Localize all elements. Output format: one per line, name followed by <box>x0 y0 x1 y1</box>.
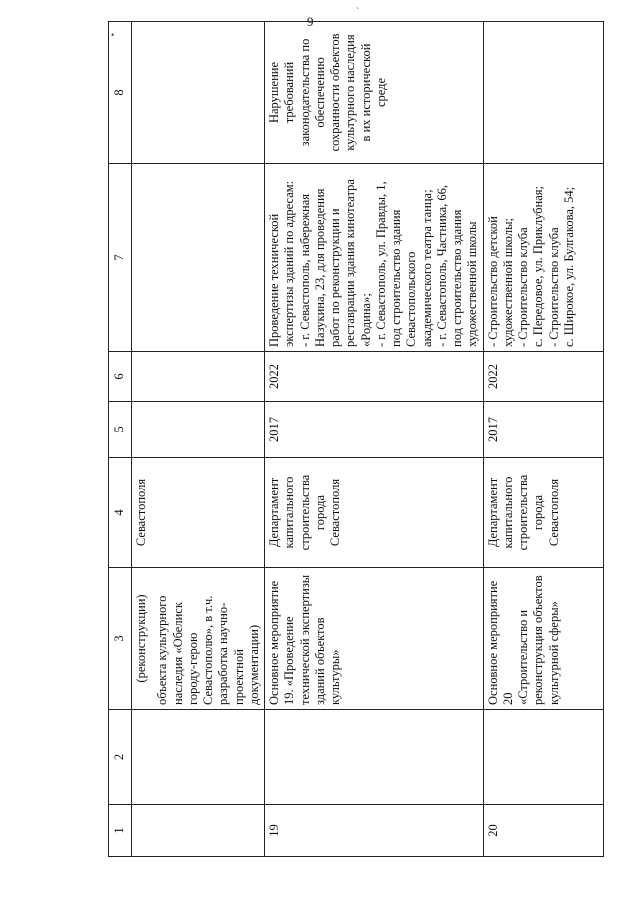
cell-text-line: Назукина, 23, для проведения <box>312 188 327 347</box>
cell-text-line: 19. «Проведение <box>282 616 297 705</box>
cell-text-line: - г. Севастополь, набережная <box>297 193 312 347</box>
cell-text-line: городу-герою <box>185 632 200 705</box>
cell-text-line: экспертизы зданий по адресам: <box>282 180 297 347</box>
scan-corner-mark: ˋ <box>356 6 359 16</box>
table-row <box>483 22 603 857</box>
table-header-row <box>109 22 132 857</box>
header-cell: 6 <box>109 352 132 402</box>
table-cell-c2 <box>132 710 265 805</box>
cell-text: 2017 <box>485 417 500 442</box>
cell-text-line: в их исторической <box>358 43 373 142</box>
table-cell-c5 <box>265 402 484 458</box>
table-cell-c7 <box>265 164 484 352</box>
cell-text-line: Проведение технической <box>267 213 281 347</box>
cell-text-line: законодательства по <box>297 38 312 147</box>
table-cell-c2 <box>483 710 603 805</box>
cell-text-line: (реконструкции) <box>134 594 148 683</box>
header-cell: 7 <box>109 164 132 352</box>
table-cell-c1 <box>132 805 265 857</box>
cell-text-line: проектной <box>231 649 246 705</box>
table-cell-c8 <box>265 22 484 164</box>
table-cell-c6 <box>132 352 265 402</box>
cell-text-line: Департамент <box>267 477 281 548</box>
cell-text-line: культурной сферы» <box>546 601 561 705</box>
scan-dot-mark: • <box>111 30 115 40</box>
table-cell-c8 <box>483 22 603 164</box>
rotated-table-wrapper <box>108 22 576 857</box>
table-cell-c7 <box>132 164 265 352</box>
cell-text-line: строительства <box>516 474 530 551</box>
cell-text-line: «Строительство и <box>516 609 530 705</box>
cell-text-line: объекта культурного <box>155 595 170 705</box>
table-row <box>132 22 265 857</box>
table-cell-c5 <box>483 402 603 458</box>
cell-text-line: «Родина»; <box>358 293 373 347</box>
cell-text-line: - Строительство клуба <box>516 227 530 347</box>
header-cell: 5 <box>109 402 132 458</box>
page-number: 9 <box>307 14 314 29</box>
cell-text-line: художественной школы; <box>500 218 515 347</box>
cell-text-line: культуры» <box>328 649 342 705</box>
table-cell-c1 <box>265 805 484 857</box>
cell-text-line: - Строительство детской <box>485 216 500 347</box>
cell-text-line: требований <box>282 61 297 124</box>
measures-table <box>108 21 604 857</box>
cell-text-line: капитального <box>500 476 515 549</box>
header-cell: 3 <box>109 568 132 710</box>
header-cell: 2 <box>109 710 132 805</box>
header-cell: 8 <box>109 22 132 164</box>
cell-text-line: академического театра танца; <box>419 189 434 347</box>
cell-text: 2017 <box>267 417 281 442</box>
cell-text-line: зданий объектов <box>312 617 327 705</box>
cell-text-line: города <box>531 494 546 531</box>
cell-text-line: с. Передовое, ул. Приклубная; <box>531 185 546 347</box>
cell-text-line: реконструкция объектов <box>531 575 546 705</box>
cell-text-line: Севастополя <box>546 478 561 547</box>
cell-text-line: обеспечению <box>312 57 327 128</box>
table-cell-c5 <box>132 402 265 458</box>
cell-text-line: работ по реконструкции и <box>328 208 342 347</box>
cell-text-line: Севастопольского <box>404 251 419 347</box>
cell-text-line: художественной школы <box>465 221 480 347</box>
cell-text: 2022 <box>485 364 500 389</box>
cell-text-line: - г. Севастополь, Частника, 66, <box>434 184 449 347</box>
header-cell: 4 <box>109 458 132 568</box>
table-cell-c7 <box>483 164 603 352</box>
table-cell-c3 <box>132 568 265 710</box>
cell-text-line: среде <box>373 77 388 108</box>
cell-text-line: разработка научно- <box>216 602 231 705</box>
table-cell-c2 <box>265 710 484 805</box>
cell-text: 2022 <box>267 364 281 389</box>
cell-text-line: - г. Севастополь, ул. Правды, 1, <box>373 181 388 347</box>
cell-text-line: - Строительство клуба <box>546 227 561 347</box>
header-cell: 1 <box>109 805 132 857</box>
cell-text-line: наследия «Обелиск <box>170 602 185 705</box>
cell-text: 20 <box>485 824 500 837</box>
table-cell-c1 <box>483 805 603 857</box>
cell-text-line: капитального <box>282 476 297 549</box>
table-cell-c4 <box>483 458 603 568</box>
table-cell-c4 <box>265 458 484 568</box>
table-row <box>265 22 484 857</box>
table-cell-c3 <box>483 568 603 710</box>
table-cell-c6 <box>483 352 603 402</box>
cell-text-line: Севастополя <box>328 478 342 547</box>
cell-text-line: реставрации здания кинотеатра <box>343 179 358 347</box>
cell-text-line: технической экспертизы <box>297 574 312 705</box>
cell-text-line: документации) <box>246 624 261 705</box>
table-cell-c3 <box>265 568 484 710</box>
cell-text-line: Нарушение <box>267 62 281 124</box>
cell-text: 19 <box>267 824 281 837</box>
cell-text-line: города <box>312 494 327 531</box>
cell-text-line: Департамент <box>485 477 500 548</box>
cell-text-line: с. Широкое, ул. Булгакова, 54; <box>561 186 576 347</box>
table-cell-c4 <box>132 458 265 568</box>
cell-text-line: Основное мероприятие <box>267 580 281 705</box>
cell-text-line: Основное мероприятие 20 <box>485 580 515 705</box>
cell-text-line: под строительство здания <box>389 209 403 347</box>
cell-text-line: культурного наследия <box>343 34 358 151</box>
table-cell-c8 <box>132 22 265 164</box>
cell-text-line: сохранности объектов <box>328 33 342 152</box>
cell-text-line: Севастополя <box>134 478 148 547</box>
cell-text-line: строительства <box>297 474 312 551</box>
cell-text-line: Севастополю», в т.ч. <box>201 595 215 705</box>
table-cell-c6 <box>265 352 484 402</box>
cell-text-line: под строительство здания <box>450 209 464 347</box>
